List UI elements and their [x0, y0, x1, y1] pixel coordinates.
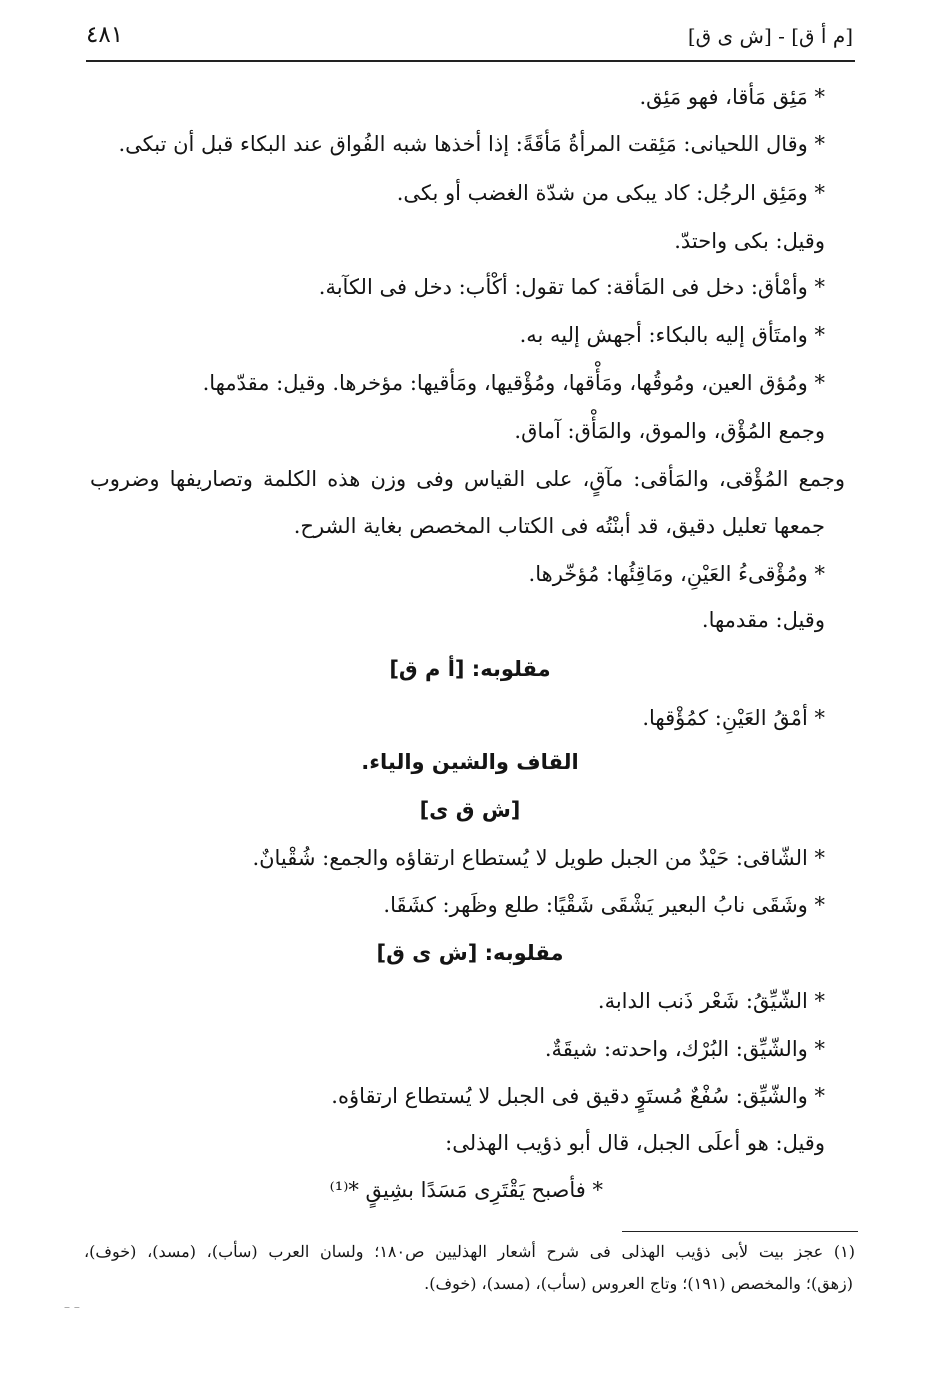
- entry-line: وقيل: بكى واحتدّ.: [674, 229, 825, 253]
- entry-line: * ومُؤْقىءُ العَيْنِ، ومَاقِئُها: مُؤخّرها.: [528, 562, 825, 586]
- entry-line: * الشّاقى: حَيْدٌ من الجبل طويل لا يُستطاع ارتقاؤه والجمع: شُقْيانٌ.: [252, 846, 825, 870]
- entry-line: * وشَقَى نابُ البعير يَشْقَى شَقْيًا: طلع وظَهر: كشَقَا.: [383, 893, 825, 917]
- header-rule: [86, 60, 855, 62]
- entry-line: * أمْقُ العَيْنِ: كمُؤْقها.: [642, 706, 825, 730]
- entry-line: * والشّيِّق: البُرْك، واحدته: شيقَةٌ.: [544, 1037, 825, 1061]
- section-heading: مقلوبه: [ش ى ق]: [376, 941, 564, 965]
- entry-line: * ومَئِق الرجُل: كاد يبكى من شدّة الغضب أو بكى.: [396, 181, 825, 205]
- entry-line: * وقال اللحيانى: مَئِقت المرأةُ مَأقَةً: إذا أخذها شبه الفُواق عند البكاء قبل أن تبكى.: [118, 132, 825, 156]
- entry-line: وجمع المُؤْقى، والمَأقى: مآقٍ، على القياس وفى وزن هذه الكلمة وتصاريفها وضروب: [90, 467, 845, 491]
- scan-mark: – –: [64, 1300, 80, 1314]
- entry-line: وقيل: مقدمها.: [701, 608, 825, 632]
- entry-line: * ومُؤق العين، ومُوقُها، ومَأْقها، ومُؤْقيها، ومَأقيها: مؤخرها. وقيل: مقدّمها.: [202, 371, 825, 395]
- footnote-line: (زهق)؛ والمخصص (١٩١)؛ وتاج العروس (سأب)، (مسد)، (خوف).: [424, 1274, 853, 1293]
- running-title: [م أ ق] - [ش ى ق]: [687, 24, 853, 48]
- footnote-line: (١) عجز بيت لأبى ذؤيب الهذلى فى شرح أشعار الهذليين ص١٨٠؛ ولسان العرب (سأب)، (مسد)، (خوف)،: [84, 1242, 856, 1261]
- poetry-verse: * فأصبح يَقْتَرِى مَسَدًا بشِيقٍ *⁽¹⁾: [329, 1178, 603, 1202]
- page-number: ٤٨١: [86, 22, 124, 48]
- chapter-heading: القاف والشين والياء.: [361, 750, 579, 774]
- section-heading: مقلوبه: [أ م ق]: [389, 657, 551, 681]
- entry-line: جمعها تعليل دقيق، قد أبنْتُه فى الكتاب المخصص بغاية الشرح.: [293, 514, 825, 538]
- entry-line: * مَئِق مَأقا، فهو مَئِق.: [639, 85, 825, 109]
- entry-line: * وأمْأق: دخل فى المَأقة: كما تقول: أكْأب: دخل فى الكآبة.: [318, 275, 825, 299]
- entry-line: وقيل: هو أعلَى الجبل، قال أبو ذؤيب الهذلى:: [445, 1131, 825, 1155]
- entry-line: * وامتَأق إليه بالبكاء: أجهش إليه به.: [519, 323, 825, 347]
- entry-line: وجمع المُؤْق، والموق، والمَأْق: آماق.: [514, 419, 825, 443]
- entry-line: * والشّيِّق: سُفْعٌ مُستَوٍ دقيق فى الجبل لا يُستطاع ارتقاؤه.: [331, 1084, 825, 1108]
- root-heading: [ش ق ى]: [419, 798, 521, 822]
- footnote-rule: [622, 1231, 858, 1232]
- entry-line: * الشّيِّقُ: شَعْر ذَنب الدابة.: [597, 989, 825, 1013]
